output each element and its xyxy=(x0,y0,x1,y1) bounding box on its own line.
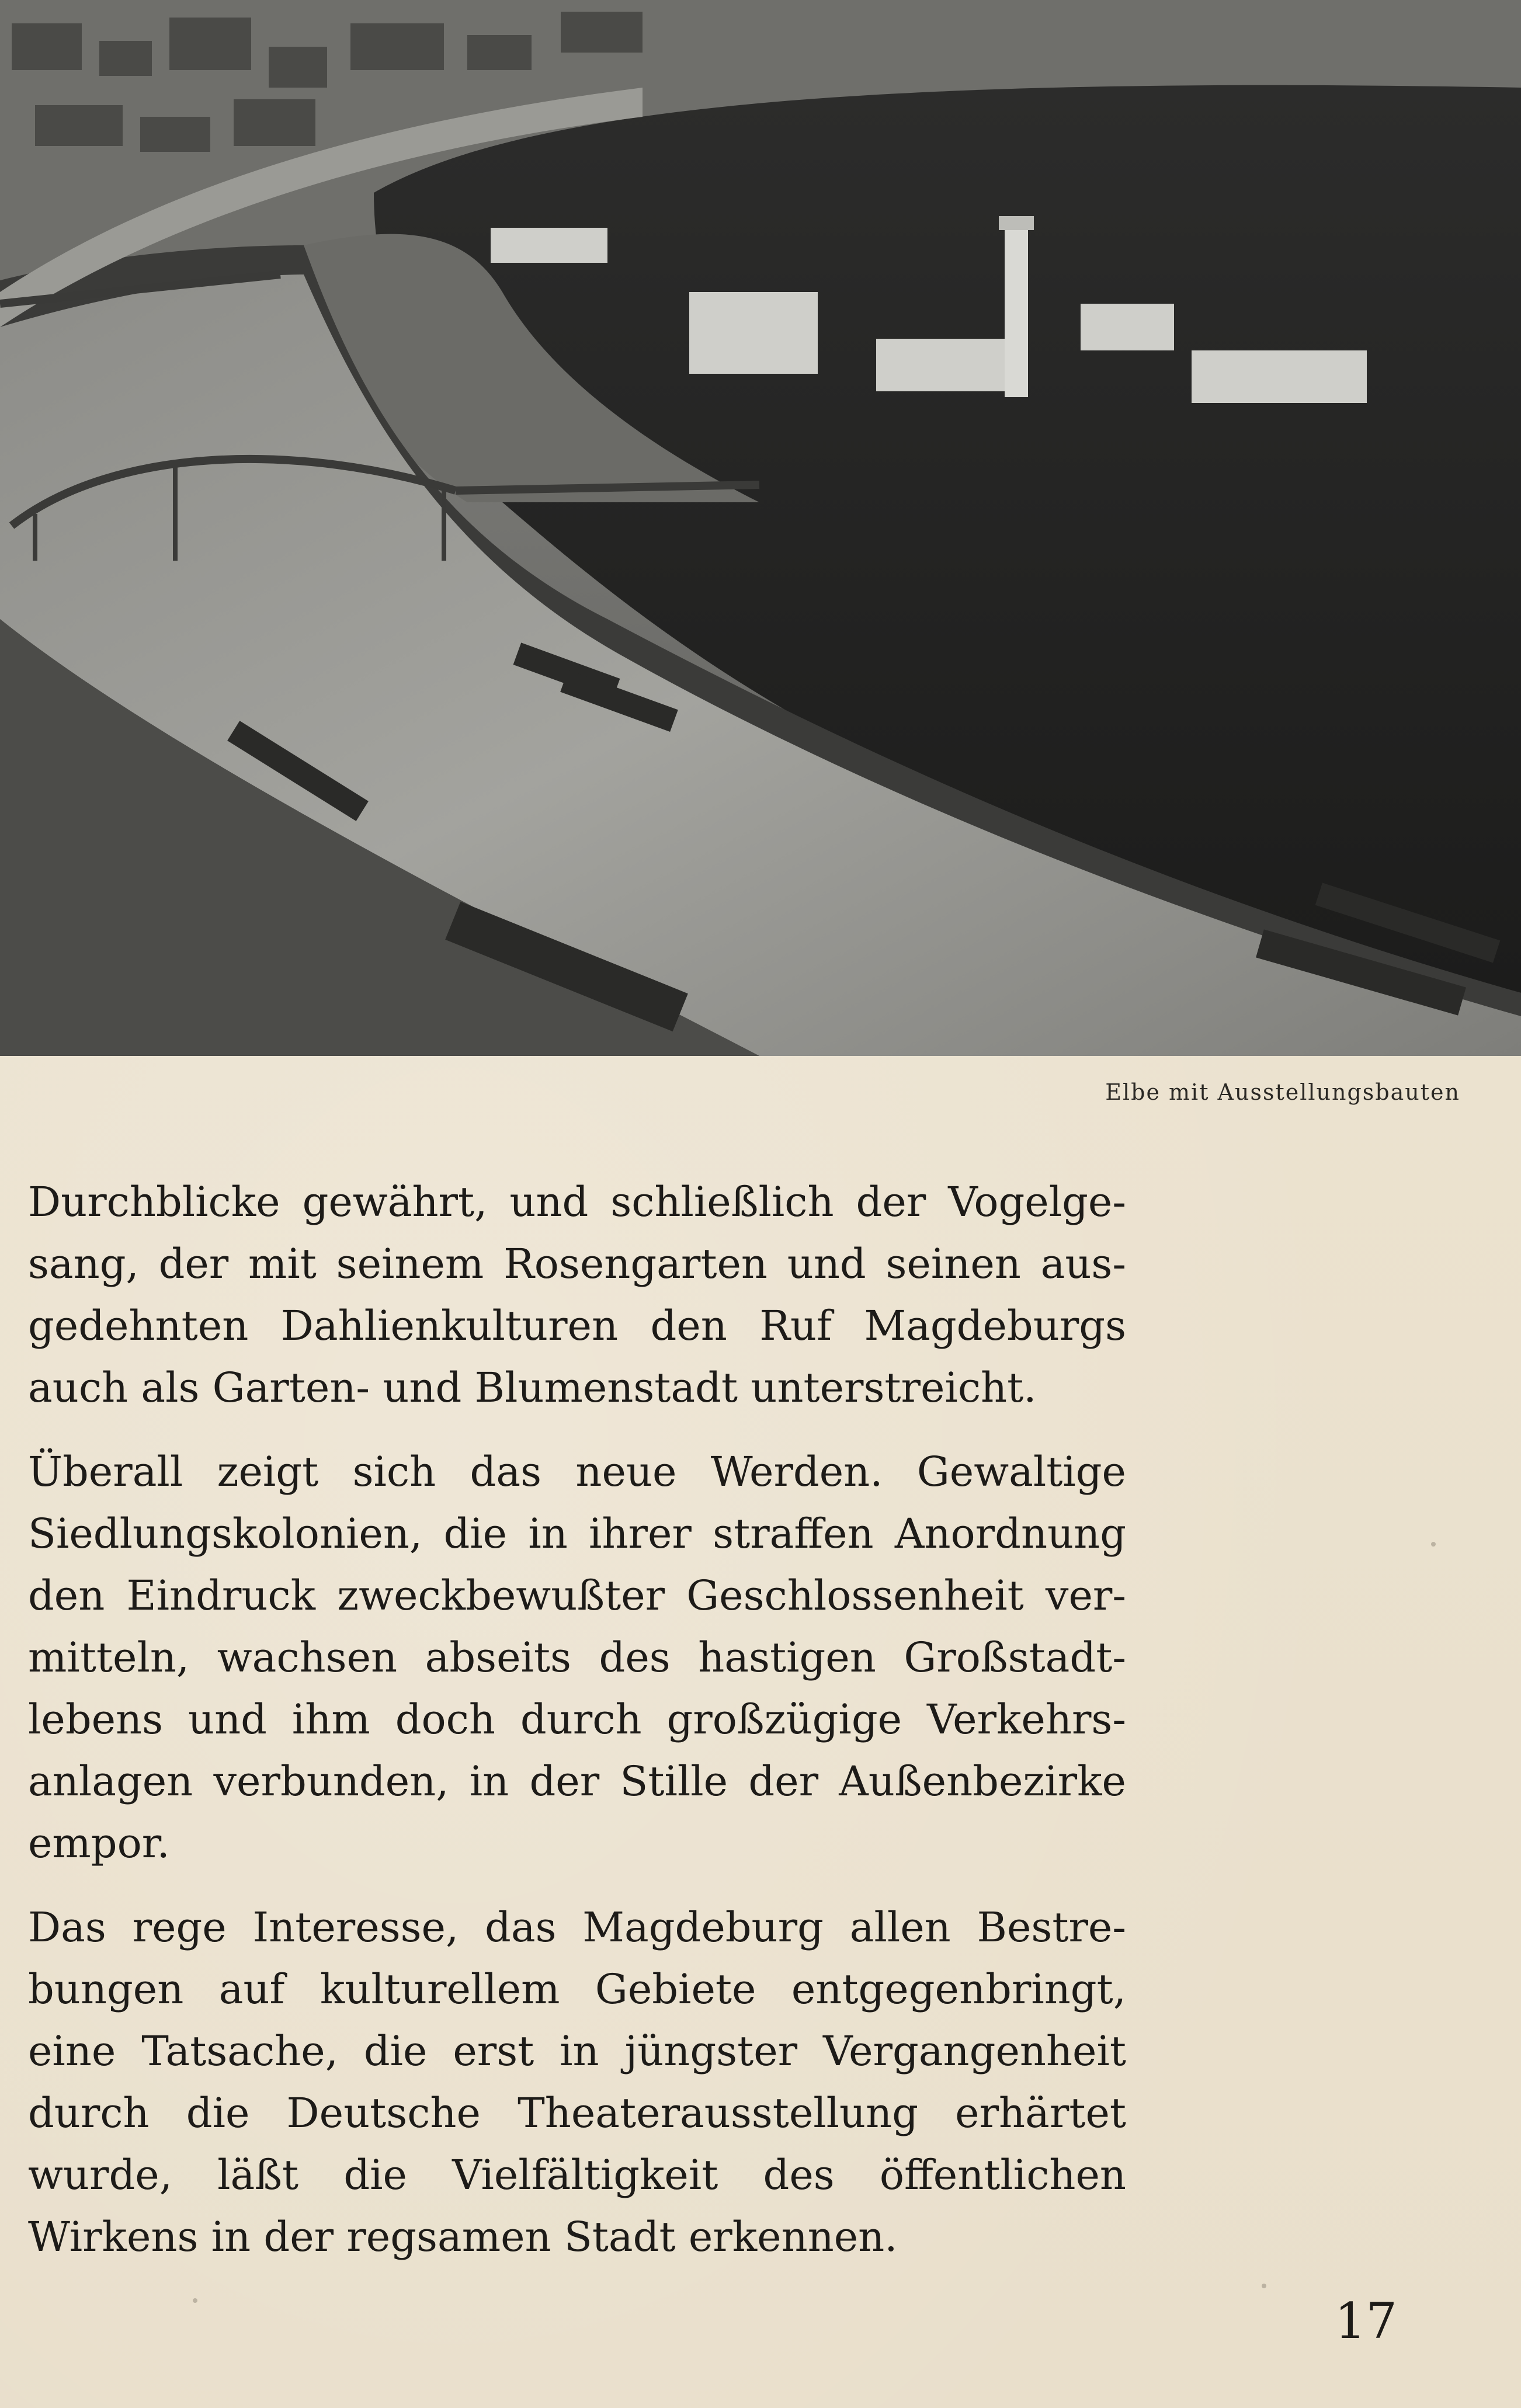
body-text xyxy=(28,1171,1126,2290)
paper-speck xyxy=(1431,1542,1436,1547)
paragraph-2: Überall zeigt sich das neue Werden. Gewaltige Siedlungskolonien, die in ihrer straffen Anordnung den Eindruck zweckbewußter Geschlossenheit vermitteln, wachsen abseits des hastigen Großstadtlebens und ihm doch durch großzügige Verkehrsanlagen verbunden, in der Stille der Außenbezirke empor. xyxy=(28,1448,1126,1867)
paper-speck xyxy=(1262,2284,1266,2288)
page-number: 17 xyxy=(1335,2292,1397,2350)
photo-caption: Elbe mit Ausstellungsbauten xyxy=(1105,1079,1460,1105)
paper-speck xyxy=(193,2298,197,2303)
aerial-river-photo xyxy=(0,0,1521,1056)
paragraph-3: Das rege Interesse, das Magdeburg allen Bestrebungen auf kulturellem Gebiete entgegenbringt, eine Tatsache, die erst in jüngster Vergangenheit durch die Deutsche Theaterausstellung erhärtet wurde, läßt die Vielfältigkeit des öffentlichen Wirkens in der regsamen Stadt erkennen. xyxy=(28,1903,1126,2261)
paragraph-1: Durchblicke gewährt, und schließlich der Vogelgesang, der mit seinem Rosengarten und seinen ausgedehnten Dahlienkulturen den Ruf Magdeburgs auch als Garten- und Blumenstadt unterstreicht. xyxy=(28,1178,1126,1412)
